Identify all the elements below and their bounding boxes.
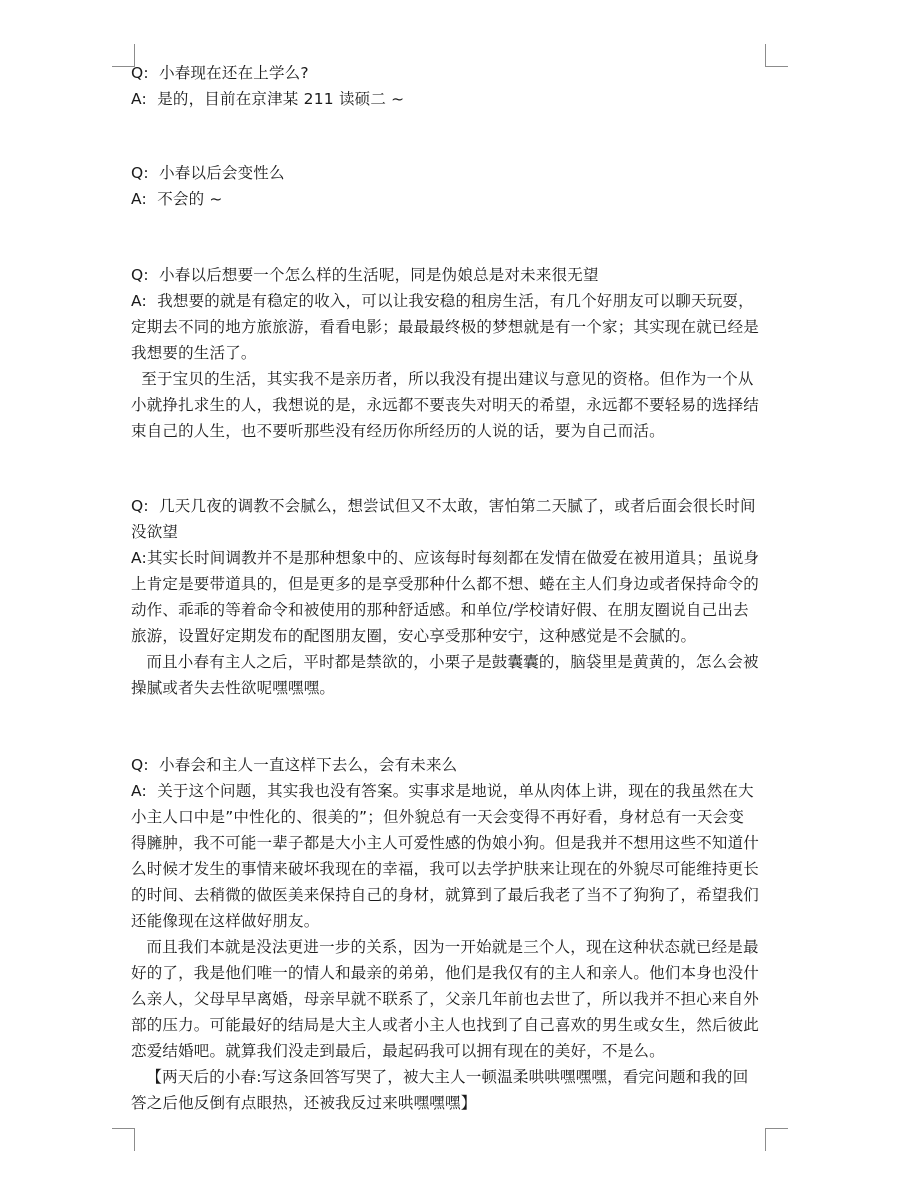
answer-line: 而且我们本就是没法更进一步的关系，因为一开始就是三个人，现在这种状态就已经是最 [131,938,759,956]
note-line: 答之后他反倒有点眼热，还被我反过来哄嘿嘿嘿】 [131,1094,477,1112]
answer-line: 小主人口中是”中性化的、很美的”；但外貌总有一天会变得不再好看，身材总有一天会变 [131,808,745,826]
answer-line: 部的压力。可能最好的结局是大主人或者小主人也找到了自己喜欢的男生或女生，然后彼此 [131,1016,760,1034]
answer-line: 么时候才发生的事情来破坏我现在的幸福，我可以去学护肤来让现在的外貌尽可能维持更长 [131,860,760,878]
qa-block-2 [131,160,771,212]
document-body [131,60,771,1116]
crop-mark-bottom-right [765,1128,788,1151]
answer-line: 旅游，设置好定期发布的配图朋友圈，安心享受那种安宁，这种感觉是不会腻的。 [131,627,697,645]
answer-line: A: 是的，目前在京津某 211 读硕二 ~ [131,90,405,108]
answer-line: A: 关于这个问题，其实我也没有答案。实事求是地说，单从肉体上讲，现在的我虽然在大 [131,782,754,800]
note-line: 【两天后的小春:写这条回答写哭了，被大主人一顿温柔哄哄嘿嘿嘿，看完问题和我的回 [131,1068,749,1086]
answer-line: 操腻或者失去性欲呢嘿嘿嘿。 [131,679,336,697]
question-line: Q: 小春现在还在上学么? [131,64,309,82]
answer-line: A:其实长时间调教并不是那种想象中的、应该每时每刻都在发情在做爱在被用道具；虽说身 [131,549,760,567]
answer-line: 至于宝贝的生活，其实我不是亲历者，所以我没有提出建议与意见的资格。但作为一个从 [131,370,754,388]
answer-line: 恋爱结婚吧。就算我们没走到最后，最起码我可以拥有现在的美好，不是么。 [131,1042,665,1060]
answer-line: 定期去不同的地方旅旅游，看看电影；最最最终极的梦想就是有一个家；其实现在就已经是 [131,318,760,336]
crop-mark-bottom-left [112,1128,135,1151]
answer-line: 得臃肿，我不可能一辈子都是大小主人可爱性感的伪娘小狗。但是我并不想用这些不知道什 [131,834,760,852]
answer-line: 么亲人，父母早早离婚，母亲早就不联系了，父亲几年前也去世了，所以我并不担心来自外 [131,990,760,1008]
answer-line: 好的了，我是他们唯一的情人和最亲的弟弟，他们是我仅有的主人和亲人。他们本身也没什 [131,964,760,982]
answer-line: 上肯定是要带道具的，但是更多的是享受那种什么都不想、蜷在主人们身边或者保持命令的 [131,575,760,593]
answer-line: 而且小春有主人之后，平时都是禁欲的，小栗子是鼓囊囊的，脑袋里是黄黄的，怎么会被 [131,653,759,671]
qa-block-3 [131,262,771,444]
answer-line: 动作、乖乖的等着命令和被使用的那种舒适感。和单位/学校请好假、在朋友圈说自己出去 [131,601,749,619]
qa-block-5 [131,752,771,1116]
answer-line: 小就挣扎求生的人，我想说的是，永远都不要丧失对明天的希望，永远都不要轻易的选择结 [131,396,760,414]
answer-line: 还能像现在这样做好朋友。 [131,912,320,930]
qa-block-4 [131,493,771,701]
question-line: Q: 小春以后会变性么 [131,164,285,182]
answer-line: 束自己的人生，也不要听那些没有经历你所经历的人说的话，要为自己而活。 [131,422,665,440]
qa-block-1 [131,60,771,112]
answer-line: 我想要的生活了。 [131,344,257,362]
answer-line: A: 我想要的就是有稳定的收入，可以让我安稳的租房生活，有几个好朋友可以聊天玩耍， [131,292,754,310]
question-line: Q: 几天几夜的调教不会腻么，想尝试但又不太敢，害怕第二天腻了，或者后面会很长时间 [131,497,756,515]
question-line: Q: 小春以后想要一个怎么样的生活呢，同是伪娘总是对未来很无望 [131,266,599,284]
answer-line: 的时间、去稍微的做医美来保持自己的身材，就算到了最后我老了当不了狗狗了，希望我们 [131,886,760,904]
answer-line: A: 不会的 ~ [131,190,223,208]
question-line: 没欲望 [131,523,179,541]
question-line: Q: 小春会和主人一直这样下去么，会有未来么 [131,756,458,774]
